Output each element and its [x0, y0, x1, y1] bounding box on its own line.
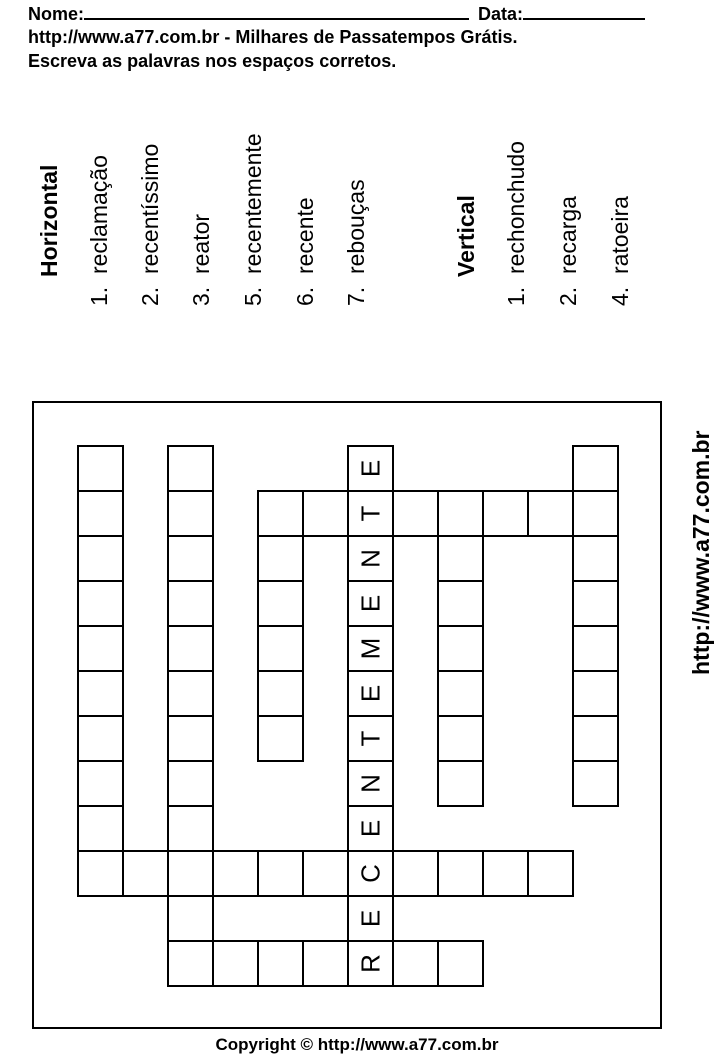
crossword-cell[interactable]: [393, 491, 438, 536]
horizontal-heading: Horizontal: [36, 164, 62, 277]
cell-letter: C: [355, 864, 386, 883]
crossword-cell[interactable]: [168, 716, 213, 761]
crossword-cell[interactable]: [258, 536, 303, 581]
crossword-cell[interactable]: [303, 851, 348, 896]
crossword-cell[interactable]: [78, 536, 123, 581]
crossword-cell[interactable]: [168, 446, 213, 491]
name-label: Nome:: [28, 4, 85, 24]
clue-word: recente: [292, 197, 318, 275]
clue-number: 1.: [86, 286, 112, 306]
crossword-cell[interactable]: [393, 851, 438, 896]
crossword-cell[interactable]: [573, 671, 618, 716]
crossword-cell[interactable]: [168, 671, 213, 716]
cell-letter: R: [355, 954, 386, 973]
crossword-cell[interactable]: [438, 671, 483, 716]
clue-word: recentemente: [240, 133, 266, 275]
crossword-cell[interactable]: [168, 851, 213, 896]
cell-letter: M: [355, 637, 386, 660]
crossword-cell[interactable]: [168, 536, 213, 581]
crossword-cell[interactable]: [258, 671, 303, 716]
crossword-cell[interactable]: [258, 941, 303, 986]
clue-word: recentíssimo: [137, 143, 163, 275]
cell-letter: N: [355, 549, 386, 568]
crossword-cell[interactable]: [483, 851, 528, 896]
header-site-line: http://www.a77.com.br - Milhares de Passatempos Grátis.: [28, 27, 518, 47]
cell-letter: E: [355, 684, 386, 703]
crossword-cell[interactable]: [168, 761, 213, 806]
clue-number: 2.: [137, 286, 163, 306]
crossword-cell[interactable]: [438, 626, 483, 671]
crossword-cell[interactable]: [258, 491, 303, 536]
clue-number: 1.: [503, 286, 529, 306]
crossword-cell[interactable]: [573, 626, 618, 671]
crossword-cell[interactable]: [78, 851, 123, 896]
clue-number: 2.: [555, 286, 581, 306]
crossword-cell[interactable]: [78, 581, 123, 626]
crossword-cell[interactable]: [168, 581, 213, 626]
crossword-cell[interactable]: [438, 536, 483, 581]
clue-word: ratoeira: [607, 196, 633, 275]
crossword-cell[interactable]: [438, 581, 483, 626]
clue-number: 5.: [240, 286, 266, 306]
crossword-cell[interactable]: [573, 491, 618, 536]
crossword-cell[interactable]: [573, 536, 618, 581]
clue-word: reclamação: [86, 155, 112, 275]
clue-word: rechonchudo: [503, 141, 529, 275]
crossword-cell[interactable]: [78, 446, 123, 491]
crossword-cell[interactable]: [258, 626, 303, 671]
clue-word: recarga: [555, 196, 581, 275]
copyright-footer: Copyright © http://www.a77.com.br: [215, 1035, 499, 1054]
crossword-cell[interactable]: [78, 761, 123, 806]
crossword-cell[interactable]: [393, 941, 438, 986]
crossword-cell[interactable]: [438, 851, 483, 896]
cell-letter: E: [355, 819, 386, 838]
cell-letter: E: [355, 459, 386, 478]
clue-number: 4.: [607, 286, 633, 306]
crossword-cell[interactable]: [528, 491, 573, 536]
crossword-cell[interactable]: [213, 851, 258, 896]
clue-number: 6.: [292, 286, 318, 306]
date-label: Data:: [478, 4, 524, 24]
cell-letter: N: [355, 774, 386, 793]
crossword-cell[interactable]: [123, 851, 168, 896]
crossword-cell[interactable]: [573, 446, 618, 491]
cell-letter: T: [355, 730, 386, 747]
vertical-heading: Vertical: [453, 195, 479, 277]
clue-number: 7.: [343, 286, 369, 306]
crossword-cell[interactable]: [78, 626, 123, 671]
crossword-cell[interactable]: [438, 941, 483, 986]
crossword-cell[interactable]: [573, 716, 618, 761]
clue-word: reator: [188, 213, 214, 275]
crossword-cell[interactable]: [528, 851, 573, 896]
crossword-cell[interactable]: [213, 941, 258, 986]
header-instruction: Escreva as palavras nos espaços corretos.: [28, 51, 397, 71]
crossword-cell[interactable]: [573, 581, 618, 626]
crossword-cell[interactable]: [438, 491, 483, 536]
crossword-cell[interactable]: [78, 716, 123, 761]
crossword-cell[interactable]: [483, 491, 528, 536]
crossword-cell[interactable]: [168, 896, 213, 941]
crossword-cell[interactable]: [168, 626, 213, 671]
side-url: http://www.a77.com.br: [688, 430, 714, 675]
crossword-cell[interactable]: [258, 851, 303, 896]
cell-letter: E: [355, 909, 386, 928]
crossword-cell[interactable]: [438, 716, 483, 761]
cell-letter: T: [355, 505, 386, 522]
crossword-cell[interactable]: [438, 761, 483, 806]
crossword-cell[interactable]: [573, 761, 618, 806]
crossword-cell[interactable]: [168, 941, 213, 986]
clue-word: rebouças: [343, 179, 369, 275]
crossword-cell[interactable]: [258, 581, 303, 626]
crossword-cell[interactable]: [303, 941, 348, 986]
clue-number: 3.: [188, 286, 214, 306]
crossword-cell[interactable]: [78, 671, 123, 716]
crossword-cell[interactable]: [258, 716, 303, 761]
crossword-cell[interactable]: [303, 491, 348, 536]
crossword-cell[interactable]: [168, 806, 213, 851]
crossword-cell[interactable]: [78, 806, 123, 851]
crossword-cell[interactable]: [78, 491, 123, 536]
cell-letter: E: [355, 594, 386, 613]
crossword-cell[interactable]: [168, 491, 213, 536]
